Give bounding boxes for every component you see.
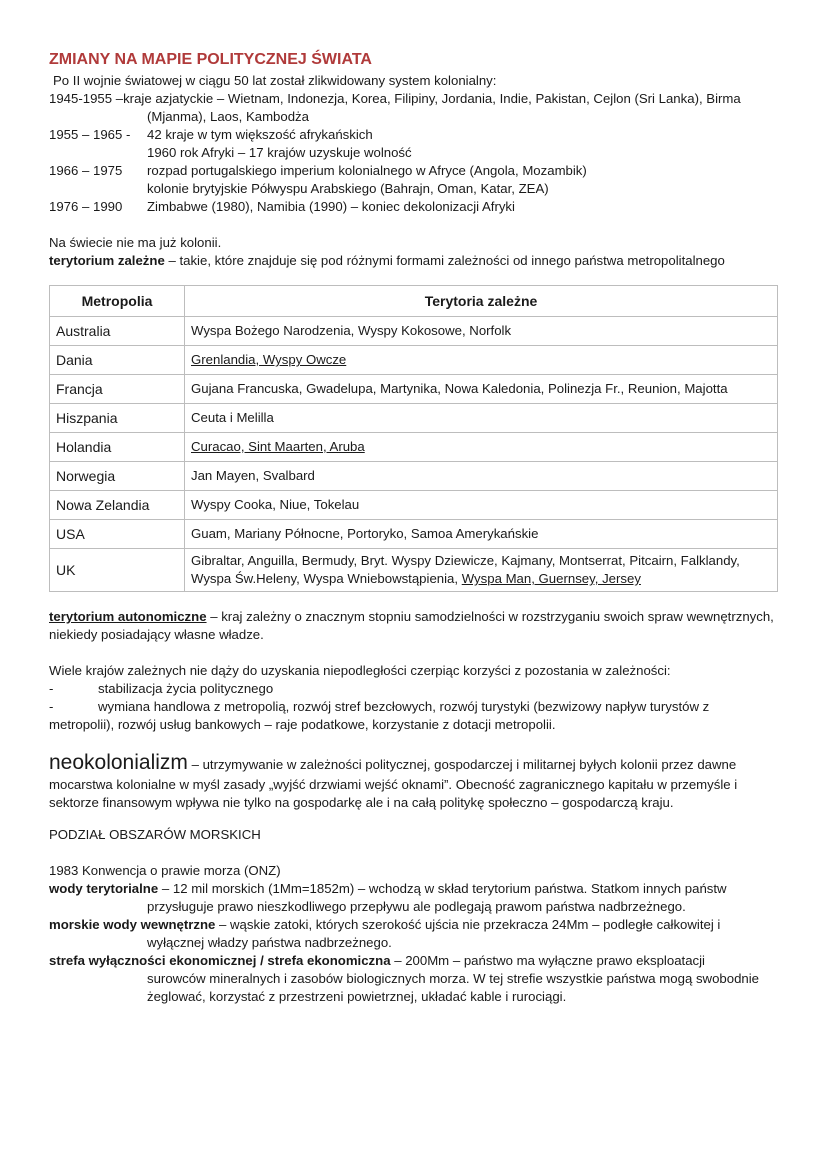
territories-text: Wyspa Bożego Narodzenia, Wyspy Kokosowe, Norfolk (191, 323, 512, 338)
benefits-intro: Wiele krajów zależnych nie dąży do uzyskania niepodległości czerpiąc korzyści z pozostania w zależności: (49, 663, 671, 678)
definition-text: – 12 mil morskich (1Mm=1852m) – wchodzą w skład terytorium państwa. Statkom innych państw (158, 881, 727, 896)
table-row (50, 491, 778, 520)
timeline-row (49, 198, 784, 216)
metropolis-cell: Australia (50, 317, 185, 346)
definition-text: – 200Mm – państwo ma wyłączne prawo eksploatacji (390, 953, 705, 968)
timeline-continuation: 1960 rok Afryki – 17 krajów uzyskuje wolność (147, 145, 412, 160)
decolonization-timeline (49, 90, 784, 216)
table-header-row (50, 286, 778, 317)
metropolis-cell: USA (50, 520, 185, 549)
timeline-text: 42 kraje w tym większość afrykańskich (147, 127, 373, 142)
benefit-continuation: metropolii), rozwój usług bankowych – raje podatkowe, korzystanie z dotacji metropolii. (49, 717, 556, 732)
table-row (50, 317, 778, 346)
territories-cell (185, 491, 778, 520)
definition-term: wody terytorialne (49, 881, 159, 896)
metropolis-cell: Hiszpania (50, 404, 185, 433)
timeline-text: kraje azjatyckie – Wietnam, Indonezja, Korea, Filipiny, Jordania, Indie, Pakistan, Cejlon (Sri Lanka), Birma (123, 91, 741, 106)
territories-cell (185, 520, 778, 549)
territories-cell (185, 549, 778, 592)
timeline-continuation: kolonie brytyjskie Półwyspu Arabskiego (Bahrajn, Oman, Katar, ZEA) (147, 181, 549, 196)
territories-text: Gujana Francuska, Gwadelupa, Martynika, Nowa Kaledonia, Polinezja Fr., Reunion, Majotta (191, 381, 728, 396)
benefits-section (49, 662, 784, 734)
timeline-years: 1966 – 1975 (49, 163, 123, 178)
benefit-text: stabilizacja życia politycznego (98, 681, 274, 696)
sea-convention: 1983 Konwencja o prawie morza (ONZ) (49, 863, 281, 878)
benefit-item (49, 680, 784, 698)
definition-text: – wąskie zatoki, których szerokość ujścia nie przekracza 24Mm – podległe całkowitej i (215, 917, 721, 932)
timeline-text: rozpad portugalskiego imperium kolonialnego w Afryce (Angola, Mozambik) (147, 163, 587, 178)
neocolonialism-definition (49, 750, 784, 812)
definition-term: terytorium autonomiczne (49, 609, 207, 624)
definition-text: – takie, które znajduje się pod różnymi formami zależności od innego państwa metropolitalnego (164, 253, 725, 268)
no-colonies-text: Na świecie nie ma już kolonii. (49, 235, 222, 250)
column-header-territories: Terytoria zależne (185, 286, 778, 317)
territories-text: Guam, Mariany Północne, Portoryko, Samoa Amerykańskie (191, 526, 539, 541)
table-row (50, 462, 778, 491)
territories-text: Ceuta i Melilla (191, 410, 274, 425)
definition-term: morskie wody wewnętrzne (49, 917, 216, 932)
metropolis-cell: Nowa Zelandia (50, 491, 185, 520)
column-header-metropolis: Metropolia (50, 286, 185, 317)
definition-continuation: surowców mineralnych i zasobów biologicznych morza. W tej strefie wszystkie państwa mogą swobodnie żeglować, korzystać z przestrzeni powietrznej, układać kable i rurociągi. (147, 971, 760, 1004)
benefit-text: wymiana handlowa z metropolią, rozwój stref bezcłowych, rozwój turystyki (bezwizowy napływ turystów z (98, 699, 710, 714)
page-title: ZMIANY NA MAPIE POLITYCZNEJ ŚWIATA (49, 51, 372, 68)
metropolis-cell: Dania (50, 346, 185, 375)
benefit-item (49, 698, 784, 716)
definition-term: terytorium zależne (49, 253, 165, 268)
sea-definition (49, 880, 784, 916)
timeline-row (49, 126, 784, 144)
bullet-dash: - (49, 699, 54, 714)
sea-heading: PODZIAŁ OBSZARÓW MORSKICH (49, 827, 261, 842)
definition-continuation: wyłącznej władzy państwa nadbrzeżnego. (147, 935, 392, 950)
territories-cell (185, 433, 778, 462)
table-row (50, 549, 778, 592)
territories-underlined: Grenlandia, Wyspy Owcze (191, 352, 347, 367)
definition-text: – utrzymywanie w zależności politycznej, gospodarczej i militarnej byłych kolonii przez dawne mocarstwa kolonialne w myśl zasady „wyjść drzwiami wejść oknami”. Obecność zagranicznego kapitału w przemyśle i sektorze finansowym wpływa nie tylko na gospodarkę ale i na całą politykę społeczno – gospodarczą kraju. (49, 757, 738, 810)
metropolis-cell: Norwegia (50, 462, 185, 491)
sea-definition (49, 952, 784, 1006)
definition-term: neokolonializm (49, 751, 188, 774)
document-page (49, 50, 784, 1006)
timeline-years: 1976 – 1990 (49, 199, 123, 214)
autonomous-territory-definition (49, 608, 784, 644)
territories-text: Gibraltar, Anguilla, Bermudy, Bryt. Wyspy Dziewicze, Kajmany, Montserrat, Pitcairn, Falklandy, Wyspa Św.Heleny, Wyspa Wniebowstąpienia, (191, 553, 740, 586)
territories-underlined: Curacao, Sint Maarten, Aruba (191, 439, 365, 454)
definition-text: – kraj zależny o znacznym stopniu samodzielności w rozstrzyganiu swoich spraw wewnętrznych, niekiedy posiadający własne władze. (49, 609, 774, 642)
territories-cell (185, 462, 778, 491)
timeline-text: Zimbabwe (1980), Namibia (1990) – koniec dekolonizacji Afryki (147, 199, 515, 214)
definition-term: strefa wyłączności ekonomicznej / strefa ekonomiczna (49, 953, 391, 968)
metropolis-cell: Holandia (50, 433, 185, 462)
timeline-row (49, 162, 784, 180)
dependent-territory-definition (49, 252, 784, 270)
timeline-years: 1955 – 1965 - (49, 127, 131, 142)
table-row (50, 404, 778, 433)
territories-underlined: Wyspa Man, Guernsey, Jersey (461, 571, 641, 586)
territories-text: Wyspy Cooka, Niue, Tokelau (191, 497, 360, 512)
territories-cell (185, 375, 778, 404)
table-row (50, 346, 778, 375)
timeline-continuation: (Mjanma), Laos, Kambodża (147, 109, 309, 124)
bullet-dash: - (49, 681, 54, 696)
sea-definition (49, 916, 784, 952)
territories-text: Jan Mayen, Svalbard (191, 468, 315, 483)
territories-cell (185, 317, 778, 346)
definition-continuation: przysługuje prawo nieszkodliwego przepływu ale podlegają prawom państwa nadbrzeżnego. (147, 899, 686, 914)
timeline-years: 1945-1955 – (49, 91, 124, 106)
table-row (50, 520, 778, 549)
territories-cell (185, 346, 778, 375)
dependent-territories-table (49, 285, 778, 592)
table-row (50, 433, 778, 462)
timeline-row (49, 90, 784, 108)
table-row (50, 375, 778, 404)
metropolis-cell: UK (50, 549, 185, 592)
intro-text: Po II wojnie światowej w ciągu 50 lat został zlikwidowany system kolonialny: (53, 73, 497, 88)
territories-cell (185, 404, 778, 433)
metropolis-cell: Francja (50, 375, 185, 404)
